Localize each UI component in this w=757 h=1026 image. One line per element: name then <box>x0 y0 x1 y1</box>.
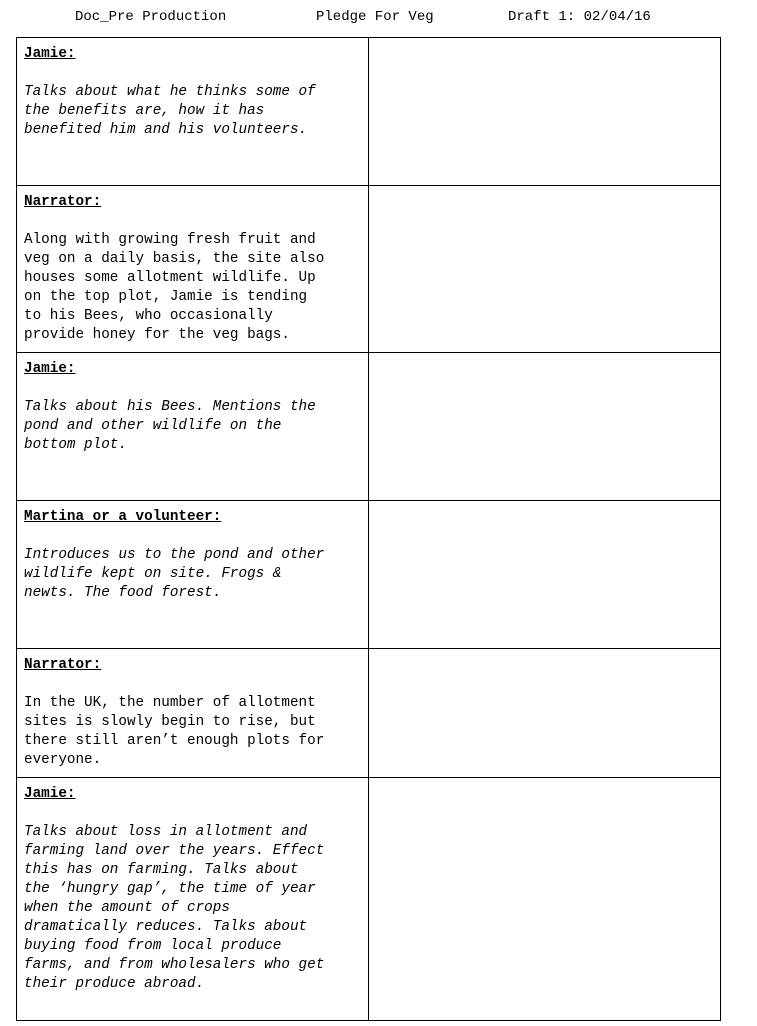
direction-line: buying food from local produce <box>24 938 282 954</box>
direction-line: this has on farming. Talks about <box>24 862 299 878</box>
script-text-cell <box>17 186 369 353</box>
script-text-cell <box>17 649 369 778</box>
visual-notes-cell <box>369 649 721 778</box>
narration-line: veg on a daily basis, the site also <box>24 251 325 267</box>
speaker-label: Narrator: <box>24 194 102 210</box>
document-header <box>0 7 757 27</box>
direction-line: newts. The food forest. <box>24 585 222 601</box>
document-title: Pledge For Veg <box>316 9 434 25</box>
direction-line: pond and other wildlife on the <box>24 418 282 434</box>
direction-line: when the amount of crops <box>24 900 230 916</box>
script-row <box>17 186 721 353</box>
draft-date-label: Draft 1: 02/04/16 <box>508 9 651 25</box>
direction-line: the ‘hungry gap’, the time of year <box>24 881 316 897</box>
visual-notes-cell <box>369 501 721 649</box>
document-type-label: Doc_Pre Production <box>75 9 227 25</box>
narration-line: houses some allotment wildlife. Up <box>24 270 316 286</box>
visual-notes-cell <box>369 38 721 186</box>
direction-line: the benefits are, how it has <box>24 103 265 119</box>
narration-line: sites is slowly begin to rise, but <box>24 714 316 730</box>
narration-line: provide honey for the veg bags. <box>24 327 290 343</box>
direction-line: their produce abroad. <box>24 976 205 992</box>
visual-notes-cell <box>369 778 721 1021</box>
script-row <box>17 38 721 186</box>
speaker-label: Narrator: <box>24 657 102 673</box>
narration-line: on the top plot, Jamie is tending <box>24 289 308 305</box>
visual-notes-cell <box>369 186 721 353</box>
script-text-cell <box>17 778 369 1021</box>
direction-line: dramatically reduces. Talks about <box>24 919 308 935</box>
direction-line: Introduces us to the pond and other <box>24 547 325 563</box>
script-table <box>16 37 721 1021</box>
direction-line: farming land over the years. Effect <box>24 843 325 859</box>
speaker-label: Jamie: <box>24 46 76 62</box>
narration-line: everyone. <box>24 752 102 768</box>
script-row <box>17 353 721 501</box>
narration-line: In the UK, the number of allotment <box>24 695 316 711</box>
script-table-body <box>17 38 721 1021</box>
direction-line: bottom plot. <box>24 437 127 453</box>
direction-line: Talks about loss in allotment and <box>24 824 308 840</box>
direction-line: benefited him and his volunteers. <box>24 122 308 138</box>
script-row <box>17 501 721 649</box>
direction-line: farms, and from wholesalers who get <box>24 957 325 973</box>
script-row <box>17 778 721 1021</box>
script-text-cell <box>17 353 369 501</box>
speaker-label: Jamie: <box>24 361 76 377</box>
visual-notes-cell <box>369 353 721 501</box>
speaker-label: Jamie: <box>24 786 76 802</box>
direction-line: Talks about what he thinks some of <box>24 84 316 100</box>
speaker-label: Martina or a volunteer: <box>24 509 222 525</box>
script-text-cell <box>17 38 369 186</box>
direction-line: Talks about his Bees. Mentions the <box>24 399 316 415</box>
narration-line: to his Bees, who occasionally <box>24 308 273 324</box>
narration-line: there still aren’t enough plots for <box>24 733 325 749</box>
narration-line: Along with growing fresh fruit and <box>24 232 316 248</box>
script-text-cell <box>17 501 369 649</box>
script-row <box>17 649 721 778</box>
direction-line: wildlife kept on site. Frogs & <box>24 566 282 582</box>
